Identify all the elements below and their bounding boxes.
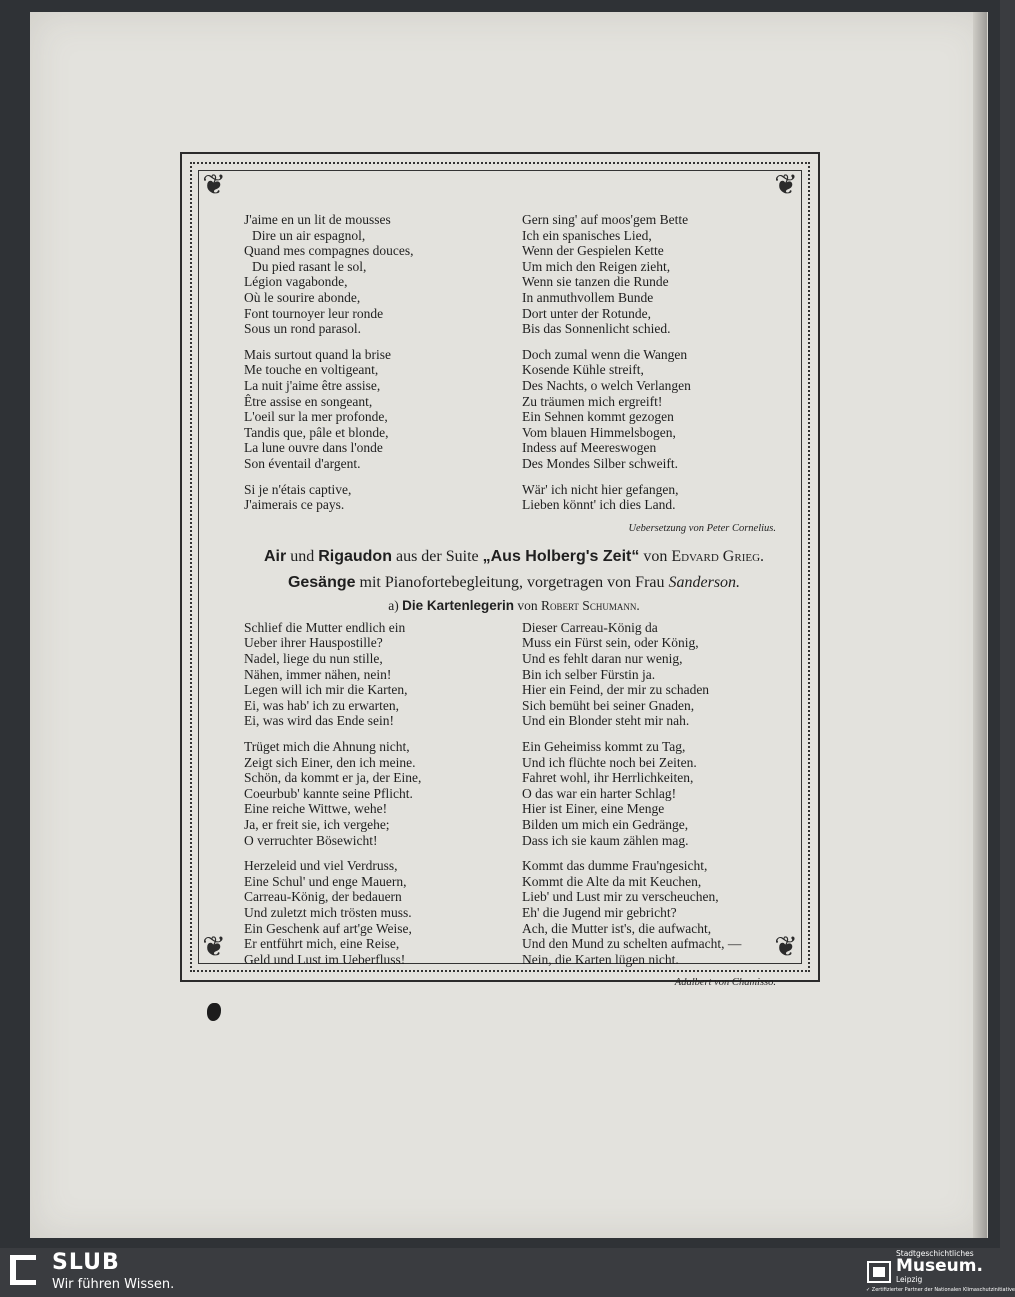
stanza <box>244 482 496 513</box>
verse-line: Und den Mund zu schelten aufmacht, — <box>522 936 742 952</box>
museum-name: Museum. <box>896 1256 983 1276</box>
verse-line: Ein Geschenk auf art'ge Weise, <box>244 920 412 936</box>
museum-certification: ✓ Zertifizierter Partner der Nationalen Klimaschutzinitiative <box>866 1287 1015 1293</box>
verse-line: Muss ein Fürst sein, oder König, <box>522 635 699 651</box>
song-name: Die Kartenlegerin <box>402 598 514 614</box>
poem-1 <box>244 212 784 523</box>
verse-line: Und es fehlt daran nur wenig, <box>522 651 683 667</box>
verse-line: Eine Schul' und enge Mauern, <box>244 873 407 889</box>
composer-name: Robert Schumann. <box>540 598 640 614</box>
corner-ornament-icon: ❦ <box>202 170 226 201</box>
song-title-text: von <box>513 598 541 614</box>
verse-line: Und ein Blonder steht mir nah. <box>522 713 690 729</box>
verse-line: L'oeil sur la mer profonde, <box>244 409 388 425</box>
museum-city: Leipzig <box>896 1275 923 1284</box>
verse-line: Légion vagabonde, <box>244 274 348 290</box>
heading-text: „Aus Holberg's Zeit“ <box>482 548 640 566</box>
verse-line: Bis das Sonnenlicht schied. <box>522 321 671 337</box>
verse-line: Font tournoyer leur ronde <box>244 305 384 321</box>
program-heading-grieg <box>216 546 812 568</box>
verse-line: Dort unter der Rotunde, <box>522 305 651 321</box>
stanza <box>244 212 496 337</box>
program-heading-songs <box>216 572 812 594</box>
museum-emblem-icon <box>866 1259 892 1285</box>
verse-line: Gern sing' auf moos'gem Bette <box>522 212 689 227</box>
verse-line: Ein Geheimiss kommt zu Tag, <box>522 739 686 755</box>
verse-line: Ueber ihrer Hauspostille? <box>244 635 383 651</box>
verse-line: Être assise en songeant, <box>244 393 373 409</box>
verse-line: Bin ich selber Fürstin ja. <box>522 666 656 682</box>
song-title <box>244 598 784 614</box>
slub-logo-icon <box>10 1255 36 1285</box>
verse-line: Herzeleid und viel Verdruss, <box>244 858 398 874</box>
verse-line: Zu träumen mich ergreift! <box>522 393 663 409</box>
verse-line: Lieben könnt' ich dies Land. <box>522 497 676 513</box>
verse-line: La nuit j'aime être assise, <box>244 377 381 393</box>
verse-line: Hier ein Feind, der mir zu schaden <box>522 682 710 698</box>
verse-line: Fahret wohl, ihr Herrlichkeiten, <box>522 770 694 786</box>
verse-line: Des Nachts, o welch Verlangen <box>522 377 691 393</box>
verse-line: Indess auf Meereswogen <box>522 440 657 456</box>
poem-1-german <box>522 212 784 523</box>
stanza <box>244 739 496 848</box>
heading-text: und <box>286 548 319 566</box>
verse-line: La lune ouvre dans l'onde <box>244 440 383 456</box>
verse-line: Ach, die Mutter ist's, die aufwacht, <box>522 920 712 936</box>
heading-text: Rigaudon <box>318 548 392 566</box>
verse-line: Ein Sehnen kommt gezogen <box>522 409 674 425</box>
verse-line: Schlief die Mutter endlich ein <box>244 619 406 635</box>
slub-logo-text[interactable]: SLUB <box>52 1250 120 1275</box>
verse-line: Er entführt mich, eine Reise, <box>244 936 400 952</box>
verse-line: Dire un air espagnol, <box>252 227 366 243</box>
performer-name: Sanderson. <box>668 574 741 592</box>
corner-ornament-icon: ❦ <box>774 170 798 201</box>
verse-line: Si je n'étais captive, <box>244 481 352 497</box>
program-content <box>244 212 784 991</box>
verse-line: Legen will ich mir die Karten, <box>244 682 408 698</box>
verse-line: Eine reiche Wittwe, wehe! <box>244 801 388 817</box>
poem-2 <box>244 620 784 977</box>
heading-text: von <box>639 548 672 566</box>
museum-logo[interactable] <box>866 1249 1015 1293</box>
verse-line: J'aimerais ce pays. <box>244 497 345 513</box>
verse-line: Doch zumal wenn die Wangen <box>522 346 688 362</box>
stanza <box>522 620 784 729</box>
heading-text: mit Pianofortebegleitung, vorgetragen von Frau <box>355 574 669 592</box>
verse-line: Coeurbub' kannte seine Pflicht. <box>244 785 413 801</box>
translation-credit: Uebersetzung von Peter Cornelius. <box>628 522 776 534</box>
verse-line: Dieser Carreau-König da <box>522 619 658 635</box>
verse-line: Und zuletzt mich trösten muss. <box>244 904 412 920</box>
verse-line: Sich bemüht bei seiner Gnaden, <box>522 697 695 713</box>
poem-2-left <box>244 620 496 977</box>
verse-line: Dass ich sie kaum zählen mag. <box>522 832 689 848</box>
verse-line: J'aime en un lit de mousses <box>244 212 391 227</box>
verse-line: Carreau-König, der bedauern <box>244 889 402 905</box>
verse-line: Nein, die Karten lügen nicht. <box>522 951 679 967</box>
verse-line: Geld und Lust im Ueberfluss! <box>244 951 406 967</box>
verse-line: Und ich flüchte noch bei Zeiten. <box>522 754 697 770</box>
verse-line: Ich ein spanisches Lied, <box>522 227 652 243</box>
paper-edge <box>973 12 987 1238</box>
verse-line: Sous un rond parasol. <box>244 321 361 337</box>
verse-line: Ja, er freit sie, ich vergehe; <box>244 817 390 832</box>
stanza <box>522 739 784 848</box>
composer-name: Edvard Grieg. <box>671 548 765 566</box>
museum-label: Stadtgeschichtliches <box>896 1249 974 1258</box>
verse-line: Où le sourire abonde, <box>244 289 361 305</box>
verse-line: Trüget mich die Ahnung nicht, <box>244 739 410 755</box>
verse-line: Son éventail d'argent. <box>244 455 361 471</box>
verse-line: Kommt die Alte da mit Keuchen, <box>522 873 702 889</box>
stanza <box>244 620 496 729</box>
verse-line: Hier ist Einer, eine Menge <box>522 801 665 817</box>
stanza <box>522 212 784 337</box>
heading-text: aus der Suite <box>391 548 483 566</box>
verse-line: Eh' die Jugend mir gebricht? <box>522 904 677 920</box>
poet-credit: Adalbert von Chamisso. <box>674 977 776 989</box>
stanza <box>522 347 784 472</box>
verse-line: Bilden um mich ein Gedränge, <box>522 817 689 832</box>
verse-line: Tandis que, pâle et blonde, <box>244 424 389 440</box>
verse-line: Lieb' und Lust mir zu verscheuchen, <box>522 889 719 905</box>
verse-line: O verruchter Bösewicht! <box>244 832 378 848</box>
stanza <box>522 858 784 967</box>
verse-line: O das war ein harter Schlag! <box>522 785 677 801</box>
verse-line: Ei, was wird das Ende sein! <box>244 713 394 729</box>
corner-ornament-icon: ❦ <box>202 932 226 963</box>
stanza <box>244 347 496 472</box>
verse-line: Du pied rasant le sol, <box>252 258 367 274</box>
verse-line: Me touche en voltigeant, <box>244 362 379 378</box>
verse-line: Ei, was hab' ich zu erwarten, <box>244 697 399 713</box>
stanza <box>522 482 784 513</box>
verse-line: Wenn der Gespielen Kette <box>522 243 664 259</box>
verse-line: Schön, da kommt er ja, der Eine, <box>244 770 422 786</box>
verse-line: Nähen, immer nähen, nein! <box>244 666 392 682</box>
poem-1-french <box>244 212 496 523</box>
corner-ornament-icon: ❦ <box>774 932 798 963</box>
verse-line: Nadel, liege du nun stille, <box>244 651 383 667</box>
heading-text: Gesänge <box>287 574 356 592</box>
verse-line: Wenn sie tanzen die Runde <box>522 274 669 290</box>
verse-line: Des Mondes Silber schweift. <box>522 455 678 471</box>
verse-line: Wär' ich nicht hier gefangen, <box>522 481 679 497</box>
verse-line: Vom blauen Himmelsbogen, <box>522 424 676 440</box>
stanza <box>244 858 496 967</box>
verse-line: Mais surtout quand la brise <box>244 346 391 362</box>
poem-2-right <box>522 620 784 977</box>
verse-line: Um mich den Reigen zieht, <box>522 258 671 274</box>
slub-tagline: Wir führen Wissen. <box>52 1277 175 1292</box>
verse-line: Kommt das dumme Frau'ngesicht, <box>522 858 708 874</box>
verse-line: Kosende Kühle streift, <box>522 362 644 378</box>
verse-line: Quand mes compagnes douces, <box>244 243 414 259</box>
verse-line: In anmuthvollem Bunde <box>522 289 654 305</box>
heading-text: Air <box>263 548 287 566</box>
song-index: a) <box>388 598 403 614</box>
verse-line: Zeigt sich Einer, den ich meine. <box>244 754 416 770</box>
